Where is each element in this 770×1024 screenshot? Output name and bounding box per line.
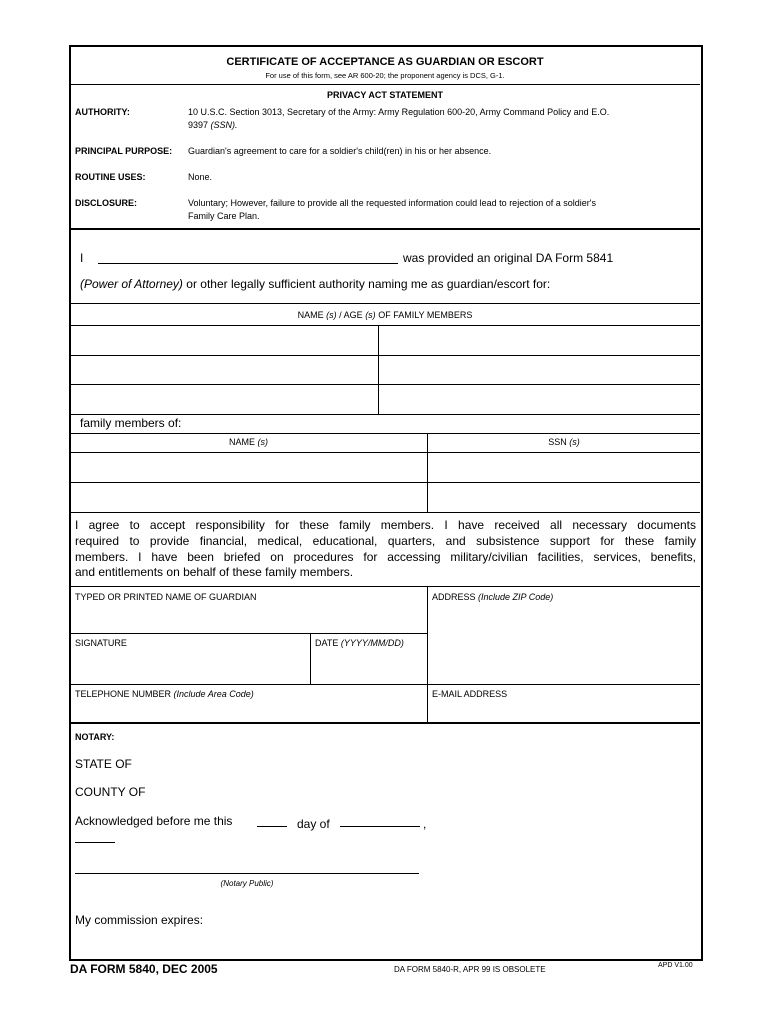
county-of-label: COUNTY OF: [75, 785, 146, 799]
soldier-name-header: [70, 437, 427, 447]
comma: ,: [423, 817, 427, 831]
authority-eo-number: 9397: [188, 120, 209, 130]
ssn-header-text: SSN: [548, 437, 567, 447]
year-blank[interactable]: [75, 842, 115, 843]
statement-line2: [80, 277, 550, 291]
soldier-ssn-header: [428, 437, 700, 447]
form-id: DA FORM 5840, DEC 2005: [70, 962, 218, 976]
date-label: [315, 638, 404, 648]
obsolete-notice: DA FORM 5840-R, APR 99 IS OBSOLETE: [394, 965, 546, 974]
name-header-s: (s): [257, 437, 269, 447]
family-member-cell-3b[interactable]: [379, 385, 699, 414]
ssn-header-s: (s): [569, 437, 580, 447]
soldier-name-cell-1[interactable]: [71, 453, 426, 481]
agreement-line-3: members. I have been briefed on procedures for accessing military/civilian facilities, services, benefits,: [75, 550, 696, 564]
privacy-heading: PRIVACY ACT STATEMENT: [326, 90, 443, 100]
agreement-line-1: I agree to accept responsibility for these family members. I have received all necessary documents: [75, 518, 696, 532]
family-table-header: [70, 310, 700, 320]
statement-line2-rest: or other legally sufficient authority naming me as guardian/escort for:: [186, 277, 551, 291]
divider: [70, 633, 427, 634]
header-s: (s): [326, 310, 337, 320]
notary-public-caption: (Notary Public): [220, 879, 274, 888]
divider: [70, 84, 700, 85]
form-subtitle: For use of this form, see AR 600-20; the proponent agency is DCS, G-1.: [265, 71, 505, 80]
family-member-cell-2b[interactable]: [379, 356, 699, 384]
disclosure-text: Voluntary; However, failure to provide all the requested information could lead to rejection of a soldier's: [188, 198, 596, 208]
guardian-name-field[interactable]: [71, 605, 426, 632]
day-blank[interactable]: [257, 826, 287, 827]
family-member-cell-1b[interactable]: [379, 326, 699, 355]
state-of-label: STATE OF: [75, 757, 132, 771]
commission-expires-label: My commission expires:: [75, 913, 204, 927]
phone-label: [75, 689, 254, 699]
divider: [70, 722, 700, 724]
divider: [70, 303, 700, 304]
header-age: / AGE: [339, 310, 363, 320]
agreement-line-2: required to provide financial, medical, educational, quarters, and subsistence support for these family: [75, 534, 696, 548]
family-member-cell-1a[interactable]: [71, 326, 377, 355]
signature-label: SIGNATURE: [75, 638, 127, 648]
authority-text: 10 U.S.C. Section 3013, Secretary of the Army: Army Regulation 600-20, Army Command Policy and E.O.: [188, 107, 610, 117]
day-of-text: day of: [297, 817, 330, 831]
divider: [70, 414, 700, 415]
notary-signature-line[interactable]: [75, 873, 419, 874]
guardian-name-label: TYPED OR PRINTED NAME OF GUARDIAN: [75, 592, 257, 602]
purpose-text: Guardian's agreement to care for a soldier's child(ren) in his or her absence.: [188, 146, 492, 156]
email-label: E-MAIL ADDRESS: [432, 689, 508, 699]
family-member-cell-3a[interactable]: [71, 385, 377, 414]
statement-was-provided: was provided an original DA Form 5841: [403, 251, 614, 265]
date-hint: (YYYY/MM/DD): [340, 638, 404, 648]
disclosure-label: DISCLOSURE:: [75, 198, 138, 208]
authority-text-line2: [188, 120, 238, 130]
family-members-of-label: family members of:: [80, 416, 182, 430]
acknowledged-text: Acknowledged before me this: [75, 814, 233, 828]
address-label: [432, 592, 553, 602]
signature-field[interactable]: [71, 650, 309, 683]
date-label-text: DATE: [315, 638, 339, 648]
month-blank[interactable]: [340, 826, 420, 827]
divider: [70, 512, 700, 513]
version-label: APD V1.00: [658, 962, 693, 969]
header-family-members: OF FAMILY MEMBERS: [378, 310, 473, 320]
authority-label: AUTHORITY:: [75, 107, 130, 117]
divider: [378, 325, 379, 414]
header-name: NAME: [297, 310, 324, 320]
name-header-text: NAME: [228, 437, 255, 447]
soldier-ssn-cell-1[interactable]: [428, 453, 699, 481]
address-label-text: ADDRESS: [432, 592, 476, 602]
address-hint: (Include ZIP Code): [478, 592, 554, 602]
address-field[interactable]: [428, 605, 699, 683]
divider: [70, 433, 700, 434]
disclosure-text-line2: Family Care Plan.: [188, 211, 260, 221]
divider: [310, 633, 311, 684]
form-title: CERTIFICATE OF ACCEPTANCE AS GUARDIAN OR ESCORT: [226, 56, 544, 68]
routine-text: None.: [188, 172, 213, 182]
authority-ssn: (SSN).: [210, 120, 238, 130]
divider: [70, 586, 700, 587]
email-field[interactable]: [428, 701, 699, 722]
purpose-label: PRINCIPAL PURPOSE:: [75, 146, 173, 156]
soldier-name-cell-2[interactable]: [71, 483, 426, 511]
phone-field[interactable]: [71, 701, 426, 722]
family-member-cell-2a[interactable]: [71, 356, 377, 384]
guardian-name-blank[interactable]: [98, 263, 398, 264]
header-s: (s): [365, 310, 376, 320]
divider: [70, 228, 700, 230]
statement-i: I: [80, 251, 84, 265]
soldier-ssn-cell-2[interactable]: [428, 483, 699, 511]
phone-hint: (Include Area Code): [173, 689, 254, 699]
agreement-line-4: and entitlements on behalf of these family members.: [75, 565, 354, 579]
routine-label: ROUTINE USES:: [75, 172, 146, 182]
divider: [70, 684, 700, 685]
phone-label-text: TELEPHONE NUMBER: [75, 689, 172, 699]
notary-label: NOTARY:: [75, 732, 115, 742]
date-field[interactable]: [312, 650, 426, 683]
power-of-attorney: (Power of Attorney): [80, 277, 183, 291]
